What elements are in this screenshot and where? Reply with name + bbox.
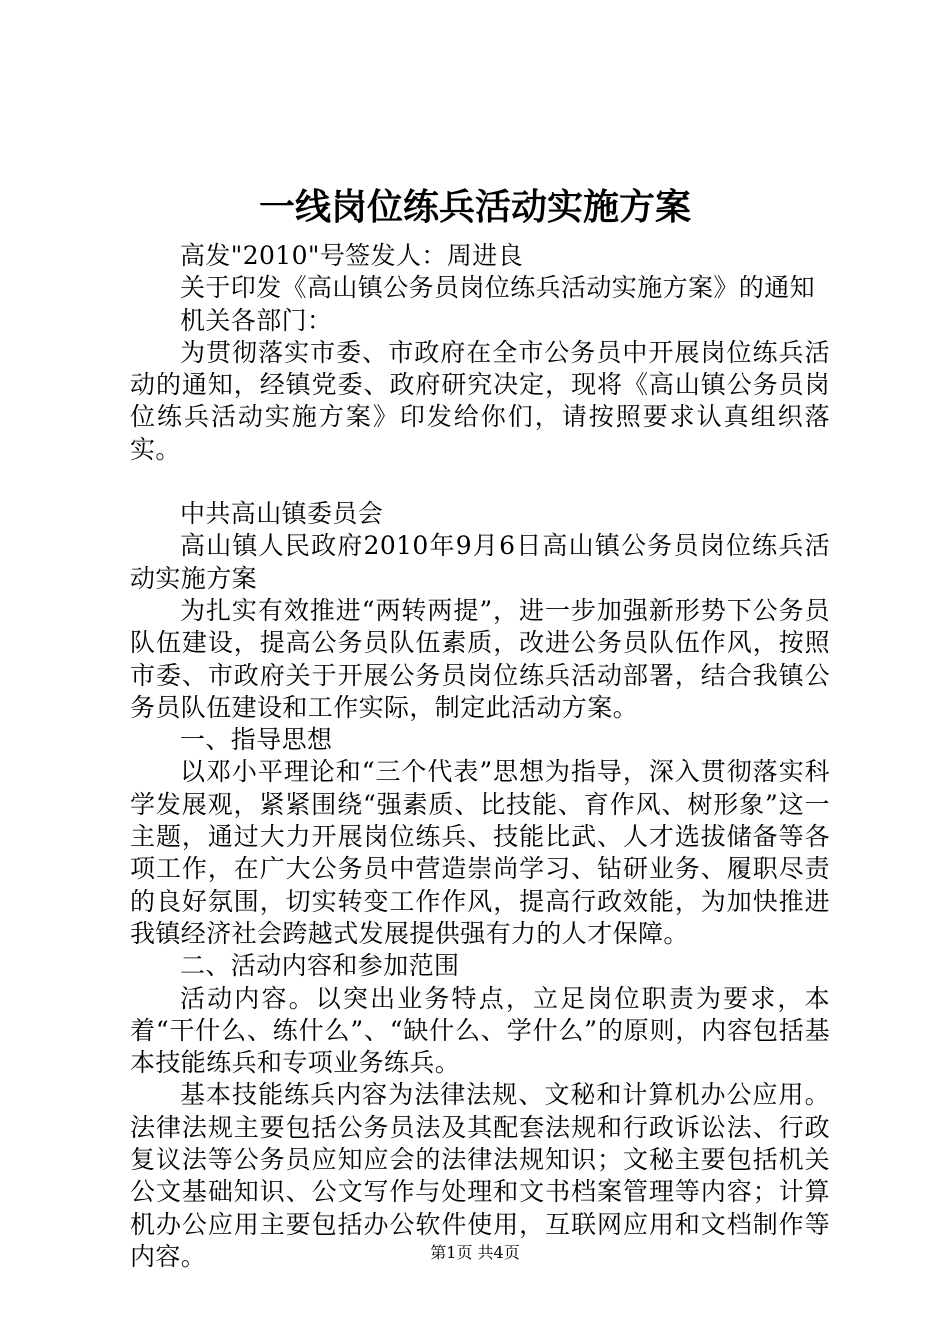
notice-heading: 关于印发《高山镇公务员岗位练兵活动实施方案》的通知 [180, 273, 816, 303]
notice-paragraph: 为贯彻落实市委、市政府在全市公务员中开展岗位练兵活动的通知，经镇党委、政府研究决定，现将《高山镇公务员岗位练兵活动实施方案》印发给你们，请按照要求认真组织落实。 [130, 337, 830, 464]
addressee-line: 机关各部门： [180, 305, 333, 335]
section-heading-2: 二、活动内容和参加范围 [180, 951, 460, 981]
intro-paragraph: 为扎实有效推进“两转两提”，进一步加强新形势下公务员队伍建设，提高公务员队伍素质，改进公务员队伍作风，按照市委、市政府关于开展公务员岗位练兵活动部署，结合我镇公务员队伍建设和工作实际，制定此活动方案。 [130, 595, 830, 722]
issue-number-line: 高发"2010"号签发人：周进良 [180, 241, 524, 270]
page-number-footer: 第1页 共4页 [430, 1243, 520, 1262]
issuer-government-line: 高山镇人民政府2010年9月6日高山镇公务员岗位练兵活动实施方案 [130, 531, 830, 593]
activity-content-paragraph: 活动内容。以突出业务特点，立足岗位职责为要求，本着“干什么、练什么”、“缺什么、学什么”的原则，内容包括基本技能练兵和专项业务练兵。 [130, 983, 830, 1078]
section-heading-1: 一、指导思想 [180, 725, 333, 755]
document-title: 一线岗位练兵活动实施方案 [258, 186, 691, 228]
basic-skills-paragraph: 基本技能练兵内容为法律法规、文秘和计算机办公应用。法律法规主要包括公务员法及其配套法规和行政诉讼法、行政复议法等公务员应知应会的法律法规知识；文秘主要包括机关公文基础知识、公文写作与处理和文书档案管理等内容；计算机办公应用主要包括办公软件使用，互联网应用和文档制作等内容。 [130, 1080, 830, 1271]
issuer-party-committee: 中共高山镇委员会 [180, 499, 384, 529]
paragraph-gap [130, 466, 830, 498]
document-body [130, 240, 830, 1273]
section-1-paragraph: 以邓小平理论和“三个代表”思想为指导，深入贯彻落实科学发展观，紧紧围绕“强素质、比技能、育作风、树形象”这一主题，通过大力开展岗位练兵、技能比武、人才选拔储备等各项工作，在广大公务员中营造崇尚学习、钻研业务、履职尽责的良好氛围，切实转变工作作风，提高行政效能，为加快推进我镇经济社会跨越式发展提供强有力的人才保障。 [130, 757, 830, 948]
